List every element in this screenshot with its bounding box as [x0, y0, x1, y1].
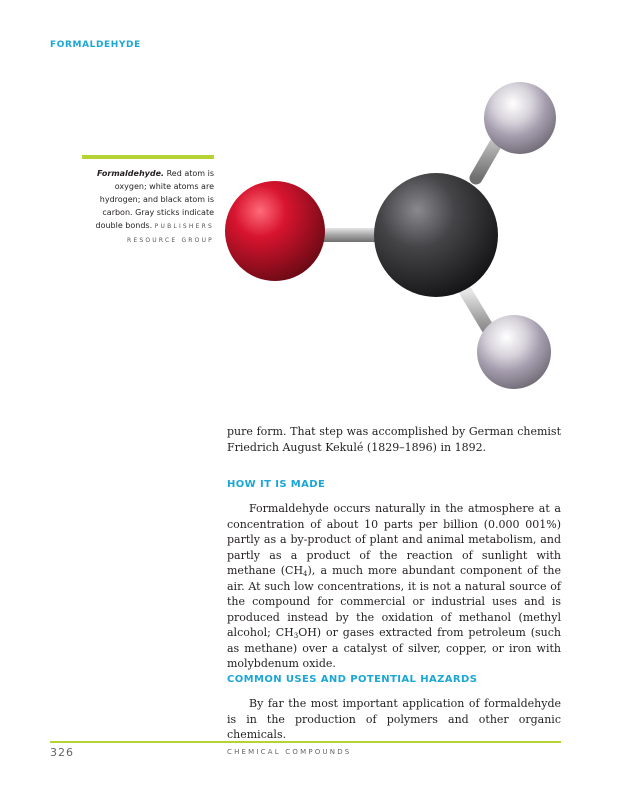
footer-book-title: CHEMICAL COMPOUNDS	[227, 748, 352, 756]
page-number: 326	[50, 746, 74, 759]
section-how-it-is-made-body: Formaldehyde occurs naturally in the atmosphere at a concentration of about 10 parts per billion (0.000 001%) partly as a by-product of plant and animal metabolism, and partly as a product of the reaction of sunlight with methane $(CH_4)$, a much more abundant component of the air. At such low concentrations, it is not a natural source of the compound for commercial or industrial uses and is produced instead by the oxidation of methanol (methyl alcohol; $CH_3OH$) or gases extracted from petroleum (such as methane) over a catalyst of silver, copper, or iron with molybdenum oxide.	[227, 502, 561, 670]
running-head: FORMALDEHYDE	[50, 40, 141, 50]
hydrogen-atom-upper	[484, 82, 556, 154]
caption-lead: Formaldehyde.	[97, 169, 165, 178]
caption-text: Red atom is oxygen; white atoms are hydrogen; and black atom is carbon. Gray sticks indicate double bonds.	[95, 169, 214, 230]
carbon-atom	[374, 173, 498, 297]
oxygen-atom	[225, 181, 325, 281]
bond-c-o-double	[316, 228, 376, 242]
section-heading-how-it-is-made: HOW IT IS MADE	[227, 479, 326, 490]
section-common-uses-body: By far the most important application of formaldehyde is in the production of polymers and other organic chemicals.	[227, 697, 561, 741]
hydrogen-atom-lower	[477, 315, 551, 389]
formaldehyde-molecule-illustration	[214, 60, 594, 420]
caption-credit: PUBLISHERS RESOURCE GROUP	[127, 223, 214, 244]
footer-rule	[50, 741, 561, 743]
section-heading-common-uses: COMMON USES AND POTENTIAL HAZARDS	[227, 674, 478, 685]
intro-paragraph: pure form. That step was accomplished by German chemist Friedrich August Kekulé (1829–1896) in 1892.	[227, 425, 561, 454]
figure-caption	[82, 155, 214, 247]
